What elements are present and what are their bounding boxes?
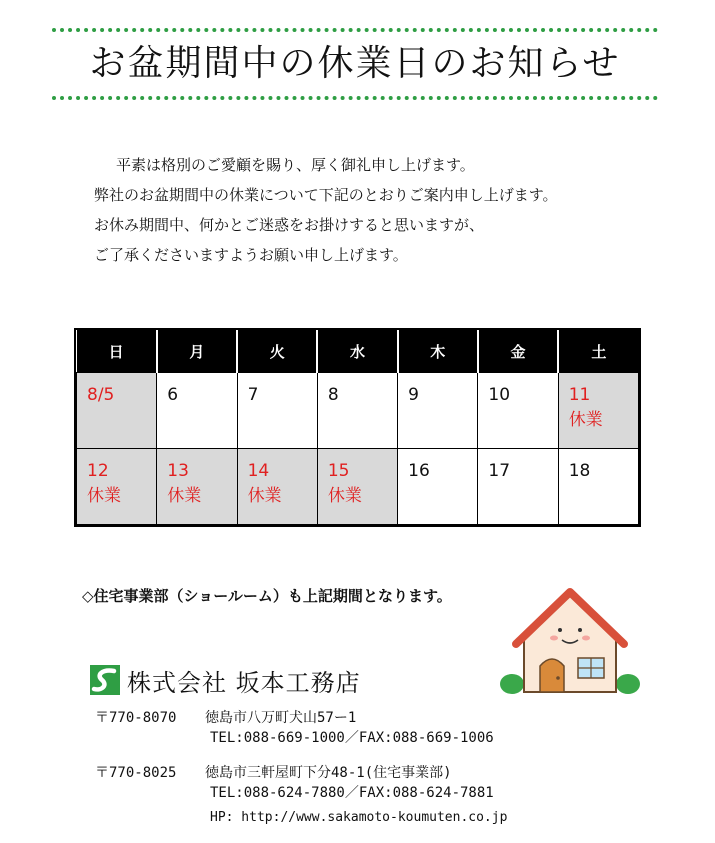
address: 徳島市八万町犬山57ー1 bbox=[205, 710, 357, 726]
calendar-day-holiday bbox=[558, 373, 638, 449]
intro-line: 弊社のお盆期間中の休業について下記のとおりご案内申し上げます。 bbox=[94, 186, 558, 204]
office-main bbox=[95, 707, 494, 747]
day-number: 14 bbox=[247, 461, 270, 481]
day-number: 9 bbox=[408, 385, 419, 405]
weekday-thu: 木 bbox=[398, 330, 478, 373]
calendar-day bbox=[398, 373, 478, 449]
weekday-mon: 月 bbox=[157, 330, 237, 373]
day-number: 8/5 bbox=[87, 385, 115, 405]
day-number: 6 bbox=[167, 385, 179, 405]
page-title: お盆期間中の休業日のお知らせ bbox=[89, 43, 621, 84]
weekday-sat: 土 bbox=[558, 330, 638, 373]
day-number: 8 bbox=[327, 385, 339, 405]
day-number: 12 bbox=[87, 461, 109, 481]
postal-code: 〒770-8070 bbox=[95, 710, 177, 726]
calendar-day-holiday bbox=[77, 449, 157, 525]
calendar-day-holiday bbox=[77, 373, 157, 449]
title-bottom-divider bbox=[52, 96, 658, 100]
day-number: 18 bbox=[568, 461, 591, 481]
calendar-day bbox=[157, 373, 237, 449]
calendar-week-row bbox=[77, 373, 639, 449]
weekday-sun: 日 bbox=[77, 330, 157, 373]
day-number: 10 bbox=[488, 385, 511, 405]
showroom-note: ◇住宅事業部（ショールーム）も上記期間となります。 bbox=[82, 587, 452, 605]
calendar-day bbox=[558, 449, 638, 525]
calendar-day bbox=[317, 373, 397, 449]
day-number: 11 bbox=[568, 385, 591, 405]
title-top-divider bbox=[52, 28, 658, 32]
company-name: 株式会社 坂本工務店 bbox=[127, 669, 361, 697]
office-housing bbox=[95, 762, 494, 802]
contact: TEL:088-669-1000／FAX:088-669-1006 bbox=[210, 730, 494, 746]
weekday-fri: 金 bbox=[478, 330, 558, 373]
closed-label: 休業 bbox=[327, 486, 362, 506]
calendar-day-holiday bbox=[317, 449, 397, 525]
contact: TEL:088-624-7880／FAX:088-624-7881 bbox=[210, 785, 494, 801]
closed-label: 休業 bbox=[568, 410, 603, 430]
weekday-tue: 火 bbox=[237, 330, 317, 373]
day-number: 17 bbox=[488, 461, 511, 481]
company-logo-icon bbox=[90, 665, 120, 695]
house-illustration-icon bbox=[498, 588, 643, 698]
calendar-day bbox=[398, 449, 478, 525]
day-number: 13 bbox=[167, 461, 189, 481]
calendar-day-holiday bbox=[157, 449, 237, 525]
day-number: 16 bbox=[408, 461, 430, 481]
day-number: 15 bbox=[327, 461, 350, 481]
closed-label: 休業 bbox=[87, 486, 121, 506]
intro-line: お休み期間中、何かとご迷惑をお掛けすると思いますが、 bbox=[94, 216, 485, 234]
weekday-wed: 水 bbox=[317, 330, 397, 373]
closed-label: 休業 bbox=[167, 486, 202, 506]
homepage-url[interactable]: HP: http://www.sakamoto-koumuten.co.jp bbox=[210, 810, 508, 825]
calendar-day bbox=[237, 373, 317, 449]
calendar-day bbox=[478, 373, 558, 449]
address: 徳島市三軒屋町下分48-1(住宅事業部) bbox=[205, 765, 452, 781]
calendar-day-holiday bbox=[237, 449, 317, 525]
holiday-calendar bbox=[76, 330, 639, 525]
intro-line: ご了承くださいますようお願い申し上げます。 bbox=[94, 246, 408, 264]
calendar-day bbox=[478, 449, 558, 525]
postal-code: 〒770-8025 bbox=[95, 765, 177, 781]
closed-label: 休業 bbox=[247, 486, 282, 506]
weekday-header-row bbox=[77, 330, 639, 373]
intro-text bbox=[94, 150, 558, 270]
intro-line: 平素は格別のご愛顧を賜り、厚く御礼申し上げます。 bbox=[116, 156, 475, 174]
calendar-week-row bbox=[77, 449, 639, 525]
day-number: 7 bbox=[247, 385, 259, 405]
